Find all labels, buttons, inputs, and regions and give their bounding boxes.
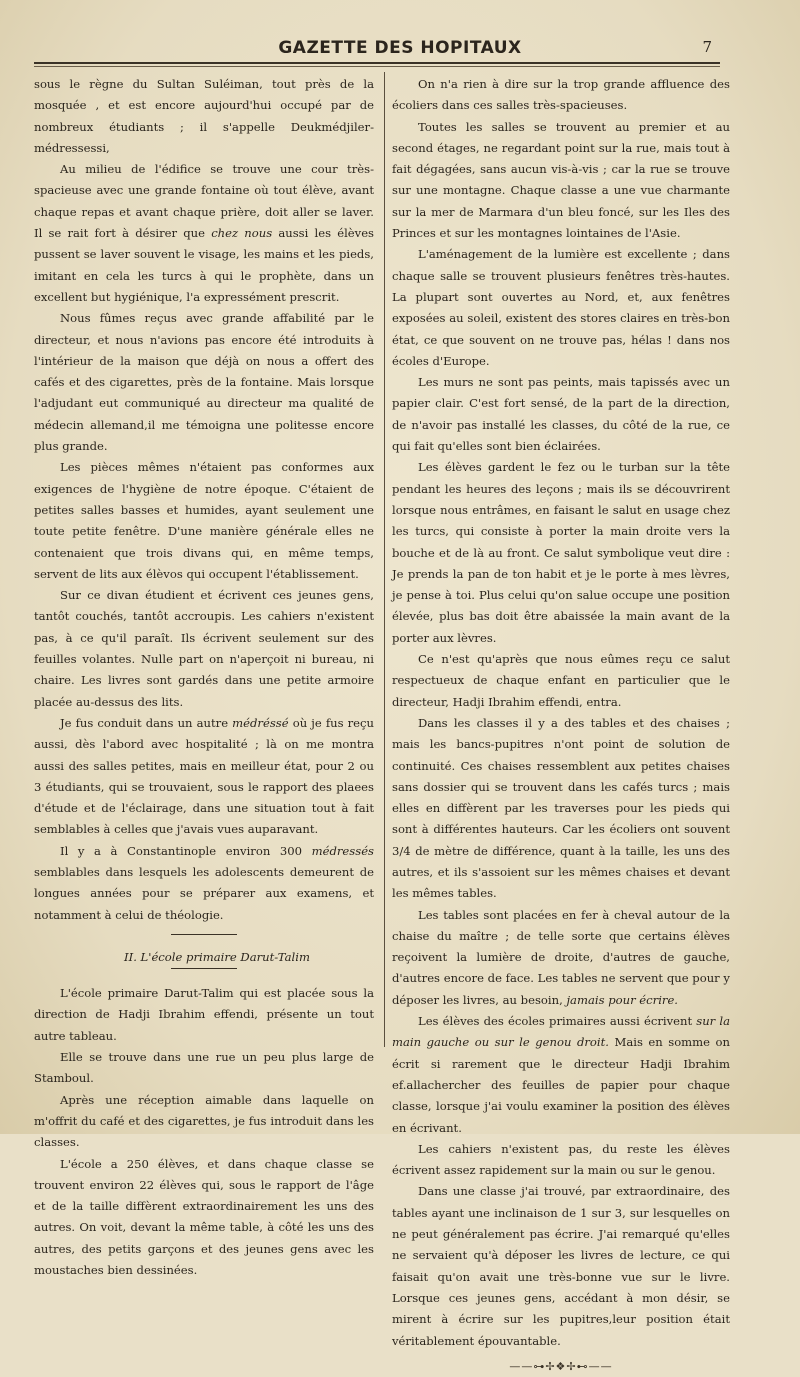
- text-run: Il y a à Constantinople environ 300: [60, 843, 312, 858]
- right-column: [392, 74, 730, 1377]
- paragraph: [392, 905, 730, 1011]
- header-rule-thin: [34, 66, 720, 67]
- paragraph: Après une réception aimable dans laquelle on m'offrit du café et des cigarettes, je fus introduit dans les classes.: [34, 1092, 374, 1150]
- end-ornament: ——⊶✢❖✢⊷——: [509, 1359, 613, 1373]
- paragraph: [34, 159, 374, 308]
- text-run: semblables dans lesquels les adolescents demeurent de longues années pour se préparer aux examens, et notamment à celui de théologie.: [34, 864, 374, 922]
- paragraph: L'école primaire Darut-Talim qui est placée sous la direction de Hadji Ibrahim effendi, présente un tout autre tableau.: [34, 986, 374, 1043]
- paragraph: On n'a rien à dire sur la trop grande affluence des écoliers dans ces salles très-spacieuses.: [392, 77, 730, 113]
- paragraph: Toutes les salles se trouvent au premier et au second étages, ne regardant point sur la rue, mais tout à fait dégagées, sans aucun vis-à-vis ; car la rue se trouve sur une montagne. Chaque classe a une vue charmante sur la mer de Marmara d'un bleu foncé, sur les Iles des Princes et sur les montagnes lointaines de l'Asie.: [392, 119, 730, 241]
- paragraph: sous le règne du Sultan Suléiman, tout près de la mosquée , et est encore aujourd'hui occupé par de nombreux étudiants ; il s'appelle Deukmédjiler-médressessi,: [34, 77, 374, 155]
- paragraph: [34, 841, 374, 926]
- paragraph: Dans une classe j'ai trouvé, par extraordinaire, des tables ayant une inclinaison de 1 sur 3, sur lesquelles on ne peut généralement pas écrire. J'ai remarqué qu'elles ne servaient qu'à déposer les livres de lecture, ce qui faisait qu'on avait une très-bonne vue sur le livre. Lorsque ces jeunes gens, accédant à mon désir, se mirent à écrire sur les pupitres,leur position était véritablement épouvantable.: [392, 1184, 730, 1348]
- paragraph: Elle se trouve dans une rue un peu plus large de Stamboul.: [34, 1050, 374, 1086]
- page-number: 7: [702, 38, 712, 56]
- paragraph: Sur ce divan étudient et écrivent ces jeunes gens, tantôt couchés, tantôt accroupis. Les cahiers n'existent pas, à ce qu'il paraît. Ils écrivent seulement sur des feuilles volantes. Nulle part on n'aperçoit ni bureau, ni chaire. Les livres sont gardés dans une petite armoire placée au-dessus des lits.: [34, 588, 374, 709]
- paragraph: Les élèves gardent le fez ou le turban sur la tête pendant les heures des leçons ; mais ils se découvrirent lorsque nous entrâmes, en faisant le salut en usage chez les turcs, qui consiste à porter la main droite vers la bouche et de là au front. Ce salut symbolique veut dire : Je prends la pan de ton habit et je le porte à mes lèvres, je pense à toi. Plus celui qu'on salue occupe une position élevée, plus bas doit être abaissée la main avant de la porter aux lèvres.: [392, 460, 730, 645]
- paragraph: Les murs ne sont pas peints, mais tapissés avec un papier clair. C'est fort sensé, de la part de la direction, de n'avoir pas installé les classes, du côté de la rue, ce qui fait qu'elles sont bien éclairées.: [392, 375, 730, 454]
- paragraph: Ce n'est qu'après que nous eûmes reçu ce salut respectueux de chaque enfant en particulier que le directeur, Hadji Ibrahim effendi, entra.: [392, 652, 730, 709]
- page-header: [30, 38, 770, 64]
- header-rule: [34, 62, 720, 64]
- text-run: Les tables sont placées en fer à cheval autour de la chaise du maître ; de telle sorte que certains élèves reçoivent la lumière de droite, d'autres de gauche, d'autres encore de face. Les tables ne servent que pour y déposer les livres, au besoin,: [392, 907, 730, 1007]
- emphasis: médressés: [311, 843, 374, 858]
- paragraph: Nous fûmes reçus avec grande affabilité par le directeur, et nous n'avions pas encore été introduits à l'intérieur de la maison que déjà on nous a offert des cafés et des cigarettes, près de la fontaine. Mais lorsque l'adjudant eut communiqué au directeur ma qualité de médecin allemand,il me témoigna une politesse encore plus grande.: [34, 311, 374, 454]
- emphasis: chez nous: [211, 226, 273, 241]
- column-divider: [384, 72, 385, 1047]
- page-title: GAZETTE DES HOPITAUX: [278, 38, 522, 58]
- text-run: Mais en somme on écrit si rarement que le directeur Hadji Ibrahim ef.allachercher des feuilles de papier pour chaque classe, lorsque j'ai voulu examiner la position des élèves en écrivant.: [392, 1035, 730, 1135]
- paragraph: [34, 713, 374, 841]
- emphasis: sur la main gauche ou sur le genou droit.: [392, 1014, 731, 1050]
- left-column: [34, 74, 374, 1281]
- text-run: Je fus conduit dans un autre: [60, 715, 233, 730]
- text-run: aussi les élèves pussent se laver souvent le visage, les mains et les pieds, imitant en cela les turcs à qui le prophète, dans un excellent but hygiénique, l'a expressément prescrit.: [34, 226, 374, 304]
- text-run: où je fus reçu aussi, dès l'abord avec hospitalité ; là on me montra aussi des salles petites, mais en meilleur état, pour 2 ou 3 étudiants, qui se trouvaient, sous le rapport des plaees d'étude et de l'éclairage, dans une situation tout à fait semblables à celles que j'avais vues auparavant.: [34, 715, 374, 837]
- emphasis: jamais pour écrire.: [566, 992, 678, 1007]
- section-separator: [171, 934, 237, 935]
- paragraph: Les pièces mêmes n'étaient pas conformes aux exigences de l'hygiène de notre époque. C'étaient de petites salles basses et humides, ayant seulement une toute petite fenêtre. D'une manière générale elles ne contenaient que trois divans qui, en même temps, servent de lits aux élèvos qui occupent l'établissement.: [34, 460, 374, 581]
- emphasis: médréssé: [232, 715, 289, 730]
- section-separator: [171, 968, 237, 969]
- section-heading: II. L'école primaire Darut-Talim: [124, 949, 310, 964]
- paragraph: L'aménagement de la lumière est excellente ; dans chaque salle se trouvent plusieurs fenêtres très-hautes. La plupart sont ouvertes au Nord, et, aux fenêtres exposées au soleil, existent des stores claires en très-bon état, ce que souvent on ne trouve pas, hélas ! dans nos écoles d'Europe.: [392, 247, 730, 368]
- paragraph: L'école a 250 élèves, et dans chaque classe se trouvent environ 22 élèves qui, sous le rapport de l'âge et de la taille diffèrent extraordinairement les uns des autres. On voit, devant la même table, à côté les uns des autres, des petits garçons et des jeunes gens avec les moustaches bien dessinées.: [34, 1156, 374, 1278]
- text-run: Les élèves des écoles primaires aussi écrivent: [418, 1014, 697, 1029]
- paragraph: [392, 1011, 730, 1139]
- paragraph: Les cahiers n'existent pas, du reste les élèves écrivent assez rapidement sur la main ou sur le genou.: [392, 1141, 730, 1178]
- paragraph: Dans les classes il y a des tables et des chaises ; mais les bancs-pupitres n'ont point de solution de continuité. Ces chaises ressemblent aux petites chaises sans dossier qui se trouvent dans les cafés turcs ; mais elles en diffèrent par les traverses pour les pieds qui sont à différentes hauteurs. Car les écoliers ont souvent 3/4 de mètre de différence, quant à la taille, les uns des autres, et ils s'assoient sur les mêmes chaises et devant les mêmes tables.: [392, 715, 730, 901]
- text-run: Au milieu de l'édifice se trouve une cour très-spacieuse avec une grande fontaine où tout élève, avant chaque repas et avant chaque prière, doit aller se laver. Il se rait fort à désirer que: [34, 162, 374, 241]
